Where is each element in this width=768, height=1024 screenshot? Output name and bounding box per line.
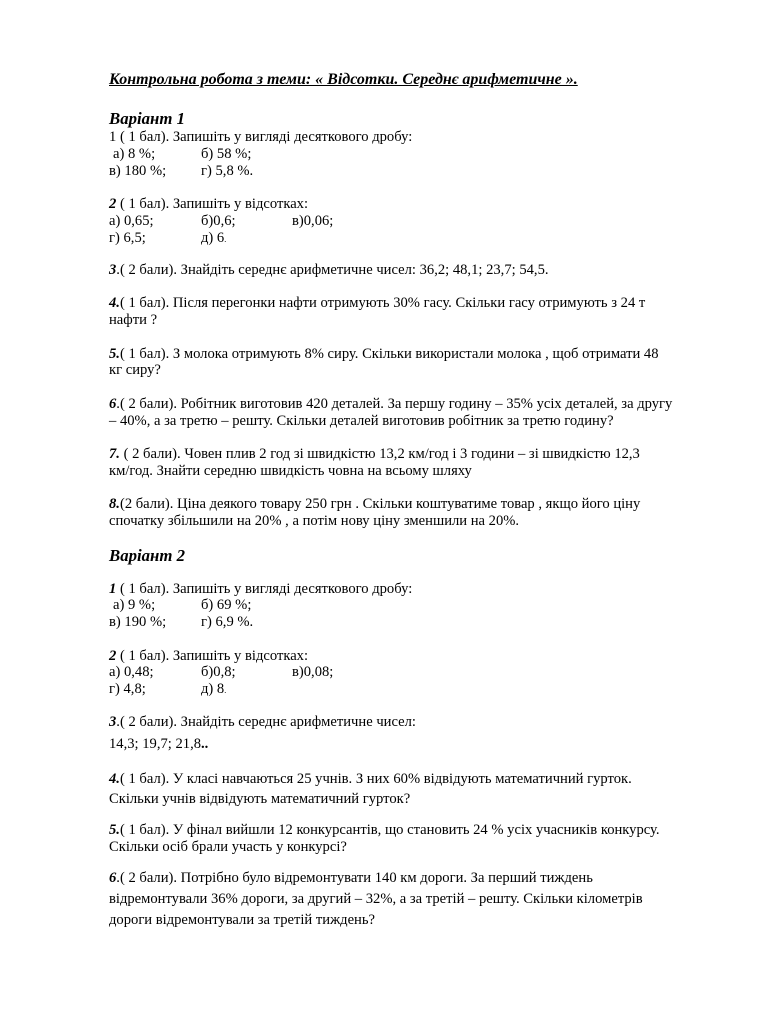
v2-task-1-option-g: г) 6,9 %. — [201, 614, 254, 630]
v2-task-2-option-b: б)0,8; — [201, 664, 236, 680]
v2-task-5-line-1: 5.( 1 бал). У фінал вийшли 12 конкурсантів, що становить 24 % усіх учасників конкурсу. — [109, 822, 660, 838]
v2-task-2-option-a: а) 0,48; — [109, 664, 154, 680]
v2-task-2-option-g: г) 4,8; — [109, 681, 146, 697]
v2-task-3-number: 3 — [109, 714, 117, 730]
v1-task-4-line-1: 4.( 1 бал). Після перегонки нафти отримують 30% гасу. Скільки гасу отримують з 24 т — [109, 295, 646, 311]
v2-task-2-option-d: д) 8. — [201, 681, 227, 697]
v1-task-3-number: 3 — [109, 262, 117, 278]
v1-task-2-number: 2 — [109, 196, 117, 212]
v1-task-7-number: 7. — [109, 446, 120, 462]
v1-task-8-number: 8. — [109, 496, 120, 512]
v2-task-1-heading: 1 ( 1 бал). Запишіть у вигляді десяткового дробу: — [109, 581, 413, 597]
v2-task-1-number: 1 — [109, 581, 117, 597]
v2-task-1-option-b: б) 69 %; — [201, 597, 252, 613]
v1-task-4-line-2: нафти ? — [109, 312, 158, 328]
v1-task-2-option-v: в)0,06; — [292, 213, 334, 229]
v1-task-1-option-b: б) 58 %; — [201, 146, 252, 162]
v1-task-6-line-1: 6.( 2 бали). Робітник виготовив 420 деталей. За першу годину – 35% усіх деталей, за другу — [109, 396, 673, 412]
v1-task-5-line-2: кг сиру? — [109, 362, 161, 378]
v1-task-3: 3.( 2 бали). Знайдіть середнє арифметичне чисел: 36,2; 48,1; 23,7; 54,5. — [109, 262, 549, 278]
v2-task-6-line-2: відремонтували 36% дороги, за другий – 32%, а за третій – решту. Скільки кілометрів — [109, 891, 643, 907]
v2-task-4-line-2: Скільки учнів відвідують математичний гурток? — [109, 791, 411, 807]
document-title: Контрольна робота з теми: « Відсотки. Середнє арифметичне ». — [109, 71, 578, 88]
v2-task-4-line-1: 4.( 1 бал). У класі навчаються 25 учнів. З них 60% відвідують математичний гурток. — [109, 771, 632, 787]
v2-task-1-option-v: в) 190 %; — [109, 614, 167, 630]
v1-task-2-option-g: г) 6,5; — [109, 230, 146, 246]
v1-task-7-line-1: 7. ( 2 бали). Човен плив 2 год зі швидкістю 13,2 км/год і 3 години – зі швидкістю 12,3 — [109, 446, 640, 462]
v1-task-2-option-a: а) 0,65; — [109, 213, 154, 229]
v1-task-8-line-1: 8.(2 бали). Ціна деякого товару 250 грн . Скільки коштуватиме товар , якщо його ціну — [109, 496, 641, 512]
v2-task-2-option-v: в)0,08; — [292, 664, 334, 680]
v2-task-6-line-3: дороги відремонтували за третій тиждень? — [109, 912, 376, 928]
v1-task-7-line-2: км/год. Знайти середню швидкість човна на всьому шляху — [109, 463, 472, 479]
variant-1-heading: Варіант 1 — [109, 109, 185, 128]
v1-task-5-number: 5. — [109, 346, 120, 362]
v2-task-4-number: 4. — [109, 771, 120, 787]
v1-task-2-heading — [109, 197, 308, 212]
v1-task-2-text: ( 1 бал). Запишіть у відсотках: — [116, 196, 309, 212]
variant-2-heading: Варіант 2 — [109, 546, 185, 565]
v1-task-1-option-a: а) 8 %; — [113, 146, 156, 162]
v2-task-5-line-2: Скільки осіб брали участь у конкурсі? — [109, 839, 347, 855]
v1-task-2-option-b: б)0,6; — [201, 213, 236, 229]
v1-task-6-number: 6 — [109, 396, 117, 412]
v2-task-6-line-1: 6.( 2 бали). Потрібно було відремонтувати 140 км дороги. За перший тиждень — [109, 870, 593, 886]
v1-task-5-line-1: 5.( 1 бал). З молока отримують 8% сиру. Скільки використали молока , щоб отримати 48 — [109, 346, 659, 362]
v1-task-4-number: 4. — [109, 295, 120, 311]
v1-task-1-heading: 1 ( 1 бал). Запишіть у вигляді десяткового дробу: — [109, 129, 413, 145]
v2-task-2-heading: 2 ( 1 бал). Запишіть у відсотках: — [109, 648, 309, 664]
v1-task-8-line-2: спочатку збільшили на 20% , а потім нову ціну зменшили на 20%. — [109, 513, 520, 529]
v2-task-5-number: 5. — [109, 822, 120, 838]
v2-task-6-number: 6 — [109, 870, 117, 886]
v1-task-1-option-v: в) 180 %; — [109, 163, 167, 179]
v1-task-2-option-d: д) 6. — [201, 230, 227, 246]
v1-task-1-option-g: г) 5,8 %. — [201, 163, 254, 179]
v2-task-1-option-a: а) 9 %; — [113, 597, 156, 613]
v2-task-3-line-1: 3.( 2 бали). Знайдіть середнє арифметичне чисел: — [109, 714, 416, 730]
v2-task-2-number: 2 — [109, 648, 117, 664]
v2-task-3-line-2: 14,3; 19,7; 21,8.. — [109, 736, 209, 752]
v1-task-6-line-2: – 40%, а за третю – решту. Скільки деталей виготовив робітник за третю годину? — [109, 413, 614, 429]
